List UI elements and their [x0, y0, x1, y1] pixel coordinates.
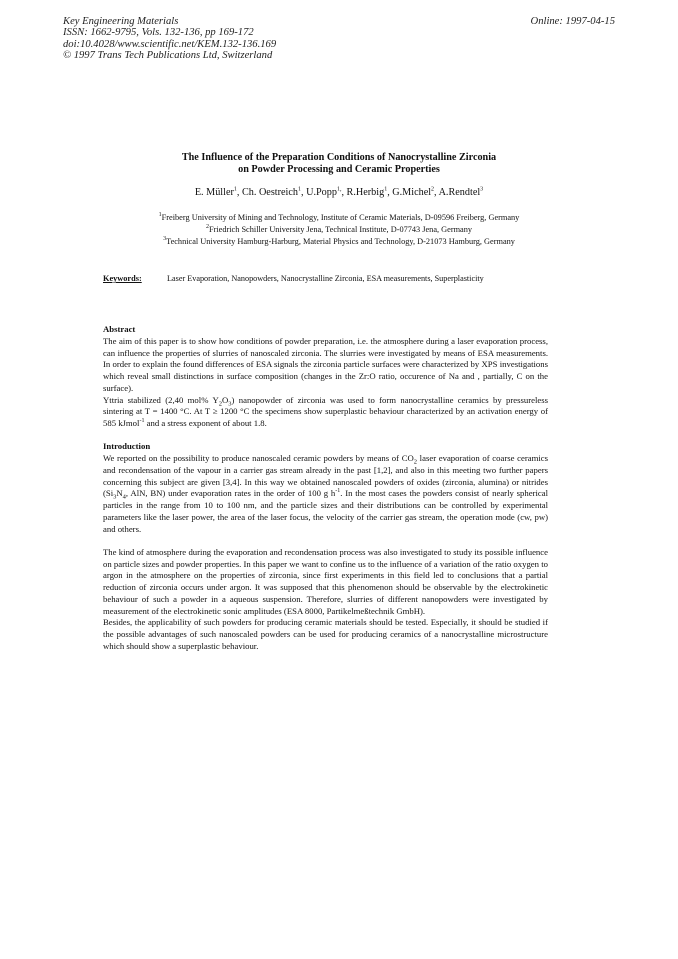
- keywords-text: Laser Evaporation, Nanopowders, Nanocrystalline Zirconia, ESA measurements, Superplasticity: [167, 274, 484, 283]
- affiliation-number: 1: [158, 212, 162, 219]
- title-line-1: The Influence of the Preparation Conditions of Nanocrystalline Zirconia: [181, 152, 497, 163]
- affiliation: [90, 236, 588, 248]
- author-affiliation-mark: 3: [480, 186, 484, 193]
- affiliation: [90, 224, 588, 236]
- author: G.Michel: [392, 187, 432, 198]
- subscript: 3: [113, 493, 117, 501]
- text-run: Yttria stabilized (2,40 mol% Y: [103, 394, 219, 405]
- journal-name: Key Engineering Materials: [63, 16, 179, 27]
- subscript: 3: [228, 400, 232, 408]
- journal-metadata: [63, 16, 276, 61]
- paper-title: [100, 152, 578, 177]
- affiliation-number: 2: [205, 224, 209, 231]
- abstract-paragraph-1: The aim of this paper is to show how conditions of powder preparation, i.e. the atmosphere during a laser evaporation process, can influence the properties of slurries of nanoscaled zirconia. The slurries were investigated by means of ESA measurements. In order to explain the found differences of ESA signals the zirconia particle surfaces were characterized by XPS investigations which reveal small distinctions in surface composition (changes in the Zr:O ratio, occurence of Na and , partially, C on the surface).: [103, 335, 548, 393]
- author: E. Müller: [194, 187, 234, 198]
- author: A.Rendtel: [438, 187, 481, 198]
- introduction-heading: Introduction: [103, 441, 151, 452]
- copyright-line: © 1997 Trans Tech Publications Ltd, Switzerland: [63, 49, 273, 61]
- affiliation-text: Friedrich Schiller University Jena, Technical Institute, D-07743 Jena, Germany: [208, 225, 473, 235]
- subscript: 4: [122, 493, 126, 501]
- author-affiliation-mark: 1,: [336, 186, 342, 193]
- author-list: E. Müller$^1$, Ch. Oestreich$^1$, U.Popp$^{1,}$, R.Herbig$^1$, G.Michel$^2$, A.Rendtel$^3$: [194, 186, 484, 198]
- affiliation-list: [90, 212, 588, 249]
- abstract-section: [103, 324, 548, 653]
- superscript: -1: [139, 418, 145, 425]
- keywords-label: Keywords:: [103, 274, 142, 283]
- abstract-paragraph-2: [103, 395, 548, 430]
- text-run: N: [116, 488, 123, 499]
- text-run: O: [221, 394, 229, 405]
- author: Ch. Oestreich: [241, 187, 298, 198]
- text-run: and a stress exponent of about 1.8.: [144, 418, 267, 428]
- author-affiliation-mark: 2: [431, 186, 435, 193]
- text-run: laser evaporation of coarse ceramics and recondensation of the vapour in a carrier gas stream already in the past [1,2], and also in this meeting two further papers concerning this subject are given [3,4]. In this way we obtained nanoscaled powders of oxides (zirconia, alumina) or nitrides (Si: [103, 453, 549, 499]
- author: U.Popp: [306, 187, 337, 198]
- text-run: We reported on the possibility to produce nanoscaled ceramic powders by means of CO: [103, 453, 414, 463]
- subscript: 2: [218, 400, 222, 408]
- affiliation-text: Technical University Hamburg-Harburg, Material Physics and Technology, D-21073 Hamburg, Germany: [166, 237, 515, 247]
- text-run: ) nanopowder of zirconia was used to form nanocrystalline ceramics by pressureless sintering at T = 1400 °C. At T ≥ 1200 °C the specimens show superplastic behaviour characterized by an activation energy of 585 kJmol: [103, 394, 549, 428]
- affiliation: [90, 212, 588, 224]
- affiliation-number: 3: [163, 236, 167, 243]
- subscript: 2: [413, 458, 418, 466]
- abstract-heading: Abstract: [103, 324, 136, 334]
- author-affiliation-mark: 1: [233, 186, 237, 193]
- author-affiliation-mark: 1: [384, 186, 388, 193]
- author: R.Herbig: [346, 187, 385, 198]
- introduction-paragraph-1: [103, 453, 548, 535]
- online-date: Online: 1997-04-15: [530, 16, 615, 27]
- affiliation-text: Freiberg University of Mining and Technology, Institute of Ceramic Materials, D-09596 Freiberg, Germany: [161, 213, 520, 222]
- author-affiliation-mark: 1: [298, 186, 301, 193]
- introduction-paragraph-2: The kind of atmosphere during the evaporation and recondensation process was also investigated to study its possible influence on particle sizes and powder properties. In this paper we want to confine us to the influence of a variation of the ratio oxygen to argon in the atmosphere on the properties of zirconia, since first experiments in this field led to conclusions that a partial reduction of zirconia occurs under argon. It was supposed that this phenomenon should be observable by the electrokinetic behaviour of such a powder in a aqueous suspension. Therefore, slurries of different nanopowders were investigated by measurement of the electrokinetic sonic amplitudes (ESA 8000, Partikelmeßtechnik GmbH).: [103, 546, 548, 616]
- introduction-paragraph-3: Besides, the applicability of such powders for producing ceramic materials should be tested. Especially, it should be studied if the possible advantages of such nanoscaled powders can be used for producing ceramics of a nanocrystalline microstructure which should show a superplastic behaviour.: [103, 617, 548, 651]
- text-run: , AlN, BN) under evaporation rates in the order of 100 g h: [125, 488, 336, 499]
- text-run: . In the most cases the powders consist of nearly spherical particles in the range from 10 to 100 nm, and the particle sizes and their distributions can be controlled by experimental parameters like the laser power, the area of the laser focus, the velocity of the carrier gas stream, the operation mode (cw, pw) and others.: [103, 488, 548, 534]
- superscript: -1: [335, 488, 341, 495]
- doi-line: doi:10.4028/www.scientific.net/KEM.132-136.169: [63, 38, 277, 50]
- title-line-2: on Powder Processing and Ceramic Properties: [238, 164, 440, 176]
- issn-line: ISSN: 1662-9795, Vols. 132-136, pp 169-172: [63, 27, 254, 39]
